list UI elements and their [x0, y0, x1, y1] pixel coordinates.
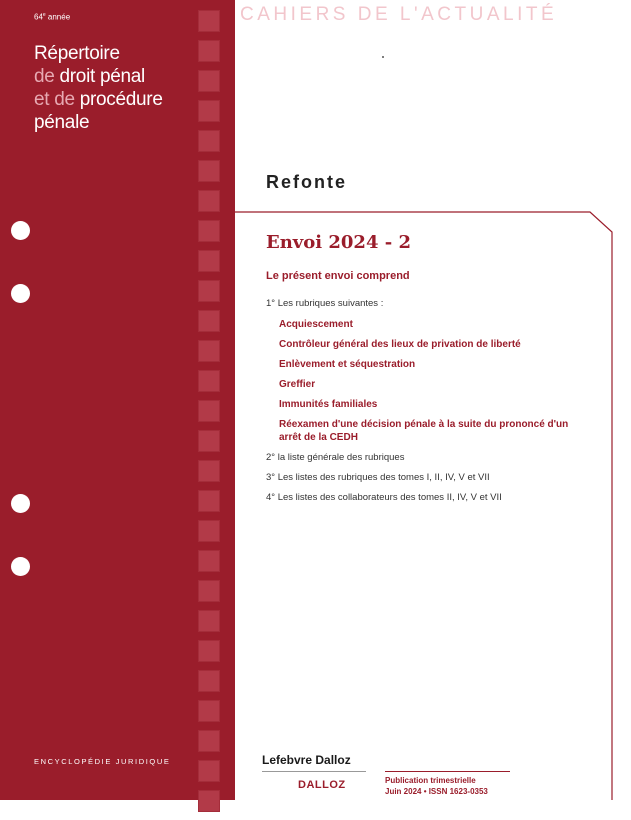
publication-title: Répertoire de droit pénal et de procédure pénale [34, 43, 163, 133]
publication-info: Publication trimestrielle Juin 2024 • ISSN 1623-0353 [385, 776, 488, 796]
rubrique-item: Contrôleur général des lieux de privation de liberté [279, 339, 521, 350]
envoi-subtitle: Le présent envoi comprend [266, 270, 410, 282]
list-item: 4° Les listes des collaborateurs des tomes II, IV, V et VII [266, 492, 502, 503]
list-item: 1° Les rubriques suivantes : [266, 298, 384, 309]
encyclopedie-label: ENCYCLOPÉDIE JURIDIQUE [34, 757, 171, 766]
rubrique-item: Greffier [279, 379, 316, 390]
refonte-heading: Refonte [266, 172, 347, 192]
series-title: CAHIERS DE L'ACTUALITÉ [240, 4, 558, 25]
rubrique-item: Réexamen d'une décision pénale à la suite du prononcé d'un arrêt de la CEDH [279, 419, 569, 443]
divider [262, 771, 366, 772]
rubrique-item: Enlèvement et séquestration [279, 359, 416, 370]
list-item: 2° la liste générale des rubriques [266, 452, 405, 463]
divider [385, 771, 510, 772]
envoi-title: Envoi 2024 - 2 [266, 232, 412, 253]
brand-name: Lefebvre Dalloz [262, 753, 351, 767]
rubrique-item: Acquiescement [279, 319, 353, 330]
rubrique-item: Immunités familiales [279, 399, 378, 410]
list-item: 3° Les listes des rubriques des tomes I, II, IV, V et VII [266, 472, 490, 483]
dalloz-logo: DALLOZ [298, 779, 346, 791]
edition-year: 64e année [34, 12, 71, 22]
